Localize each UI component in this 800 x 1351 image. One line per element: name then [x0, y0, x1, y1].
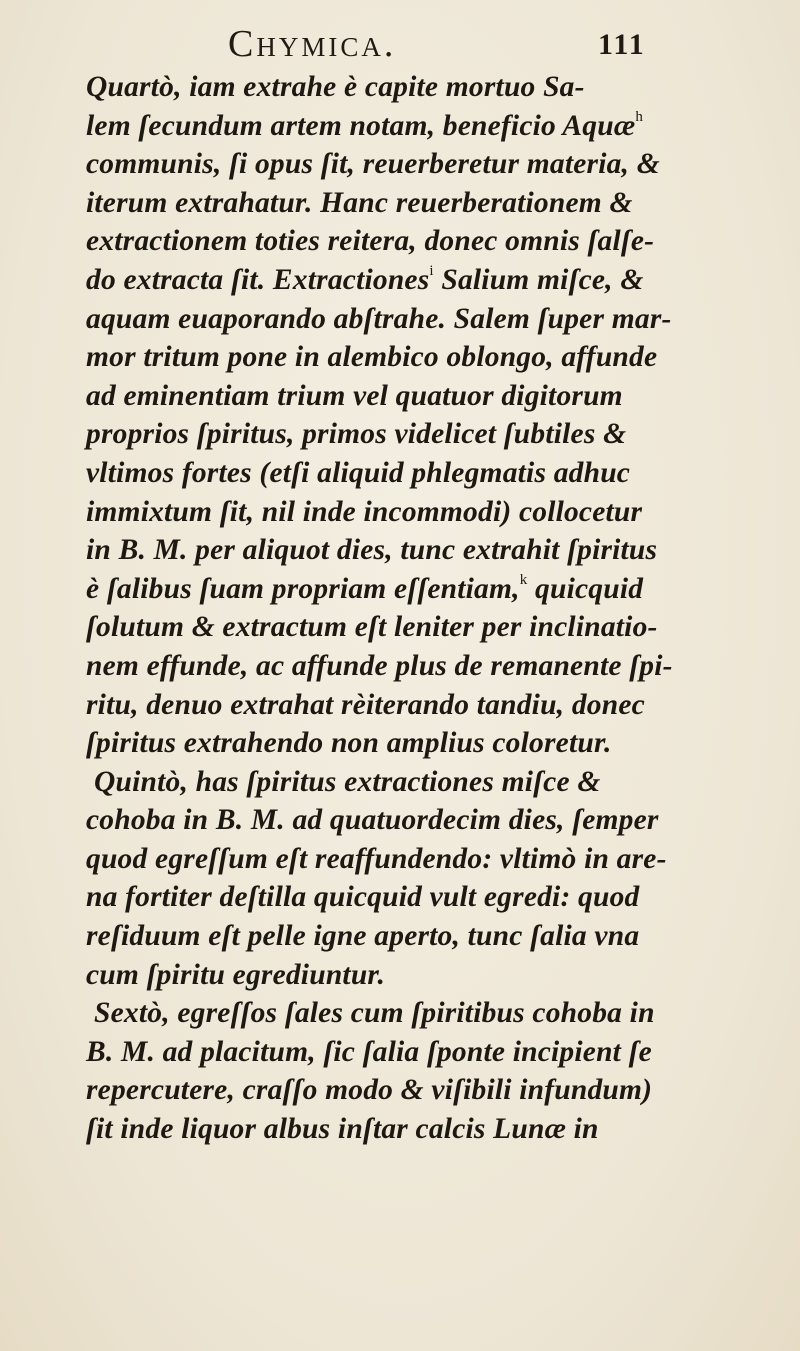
running-head: Chymica. — [228, 23, 397, 65]
line-text: communis, ſi opus ſit, reuerberetur materia, & — [86, 148, 660, 181]
line-text: iterum extrahatur. Hanc reuerberationem & — [86, 186, 633, 219]
footnote-marker: k — [519, 571, 528, 588]
text-line — [86, 801, 696, 840]
text-line — [86, 878, 696, 917]
line-text: Quintò, has ſpiritus extractiones miſce & — [94, 765, 601, 798]
line-text: in B. M. per aliquot dies, tunc extrahit ſpiritus — [86, 534, 658, 567]
line-text: ritu, denuo extrahat rèiterando tandiu, donec — [86, 688, 645, 721]
text-line — [86, 107, 696, 146]
line-text: aquam euaporando abſtrahe. Salem ſuper mar- — [86, 302, 672, 335]
text-line — [86, 531, 696, 570]
line-text: è ſalibus ſuam propriam eſſentiam, — [86, 572, 520, 605]
page-number: 111 — [598, 28, 646, 61]
text-line — [86, 1110, 696, 1149]
text-line — [86, 956, 696, 995]
line-text: do extracta ſit. Extractiones — [86, 263, 430, 296]
line-text: cohoba in B. M. ad quatuordecim dies, ſemper — [86, 804, 659, 837]
text-line — [86, 608, 696, 647]
text-line — [86, 917, 696, 956]
text-line — [86, 68, 696, 107]
text-line — [86, 840, 696, 879]
text-line — [86, 454, 696, 493]
line-text: B. M. ad placitum, ſic ſalia ſponte incipient ſe — [86, 1035, 652, 1068]
text-line — [86, 724, 696, 763]
line-text: nem effunde, ac affunde plus de remanente ſpi- — [86, 649, 673, 682]
line-text: Sextò, egreſſos ſales cum ſpiritibus cohoba in — [94, 997, 655, 1030]
line-text: repercutere, craſſo modo & viſibili infundum) — [86, 1074, 653, 1107]
text-line — [86, 338, 696, 377]
line-text: lem ſecundum artem notam, beneficio Aquæ — [86, 109, 636, 142]
footnote-marker: h — [635, 108, 644, 125]
line-text: ad eminentiam trium vel quatuor digitorum — [86, 379, 623, 412]
page-header — [0, 18, 800, 68]
body-text — [86, 68, 696, 1149]
line-text: cum ſpiritu egrediuntur. — [86, 958, 386, 991]
line-text: quod egreſſum eſt reaffundendo: vltimò in are- — [86, 842, 667, 875]
text-line — [86, 493, 696, 532]
line-text: Quartò, iam extrahe è capite mortuo Sa- — [86, 71, 585, 103]
line-text: extractionem toties reitera, donec omnis ſalſe- — [86, 225, 655, 258]
text-line — [86, 145, 696, 184]
text-line — [86, 184, 696, 223]
line-text-continued: Salium miſce, & — [433, 263, 644, 296]
text-line — [86, 377, 696, 416]
footnote-marker: i — [429, 262, 434, 279]
line-text: mor tritum pone in alembico oblongo, affunde — [86, 341, 658, 374]
line-text-continued: quicquid — [527, 572, 644, 605]
line-text: reſiduum eſt pelle igne aperto, tunc ſalia vna — [86, 920, 640, 953]
line-text: vltimos fortes (etſi aliquid phlegmatis adhuc — [86, 456, 631, 489]
text-line — [86, 647, 696, 686]
text-line — [86, 994, 696, 1033]
text-line — [86, 415, 696, 454]
text-line — [86, 300, 696, 339]
text-line — [86, 1033, 696, 1072]
line-text: immixtum ſit, nil inde incommodi) collocetur — [86, 495, 643, 528]
text-line — [86, 222, 696, 261]
text-line — [86, 1071, 696, 1110]
line-text: ſit inde liquor albus inſtar calcis Lunæ in — [86, 1113, 599, 1146]
text-line — [86, 570, 696, 609]
line-text: ſpiritus extrahendo non amplius coloretur. — [86, 727, 612, 760]
line-text: na fortiter deſtilla quicquid vult egredi: quod — [86, 881, 640, 914]
line-text: proprios ſpiritus, primos videlicet ſubtiles & — [86, 418, 627, 451]
text-line — [86, 686, 696, 725]
text-line — [86, 763, 696, 802]
line-text: ſolutum & extractum eſt leniter per inclinatio- — [86, 611, 658, 644]
text-line — [86, 261, 696, 300]
